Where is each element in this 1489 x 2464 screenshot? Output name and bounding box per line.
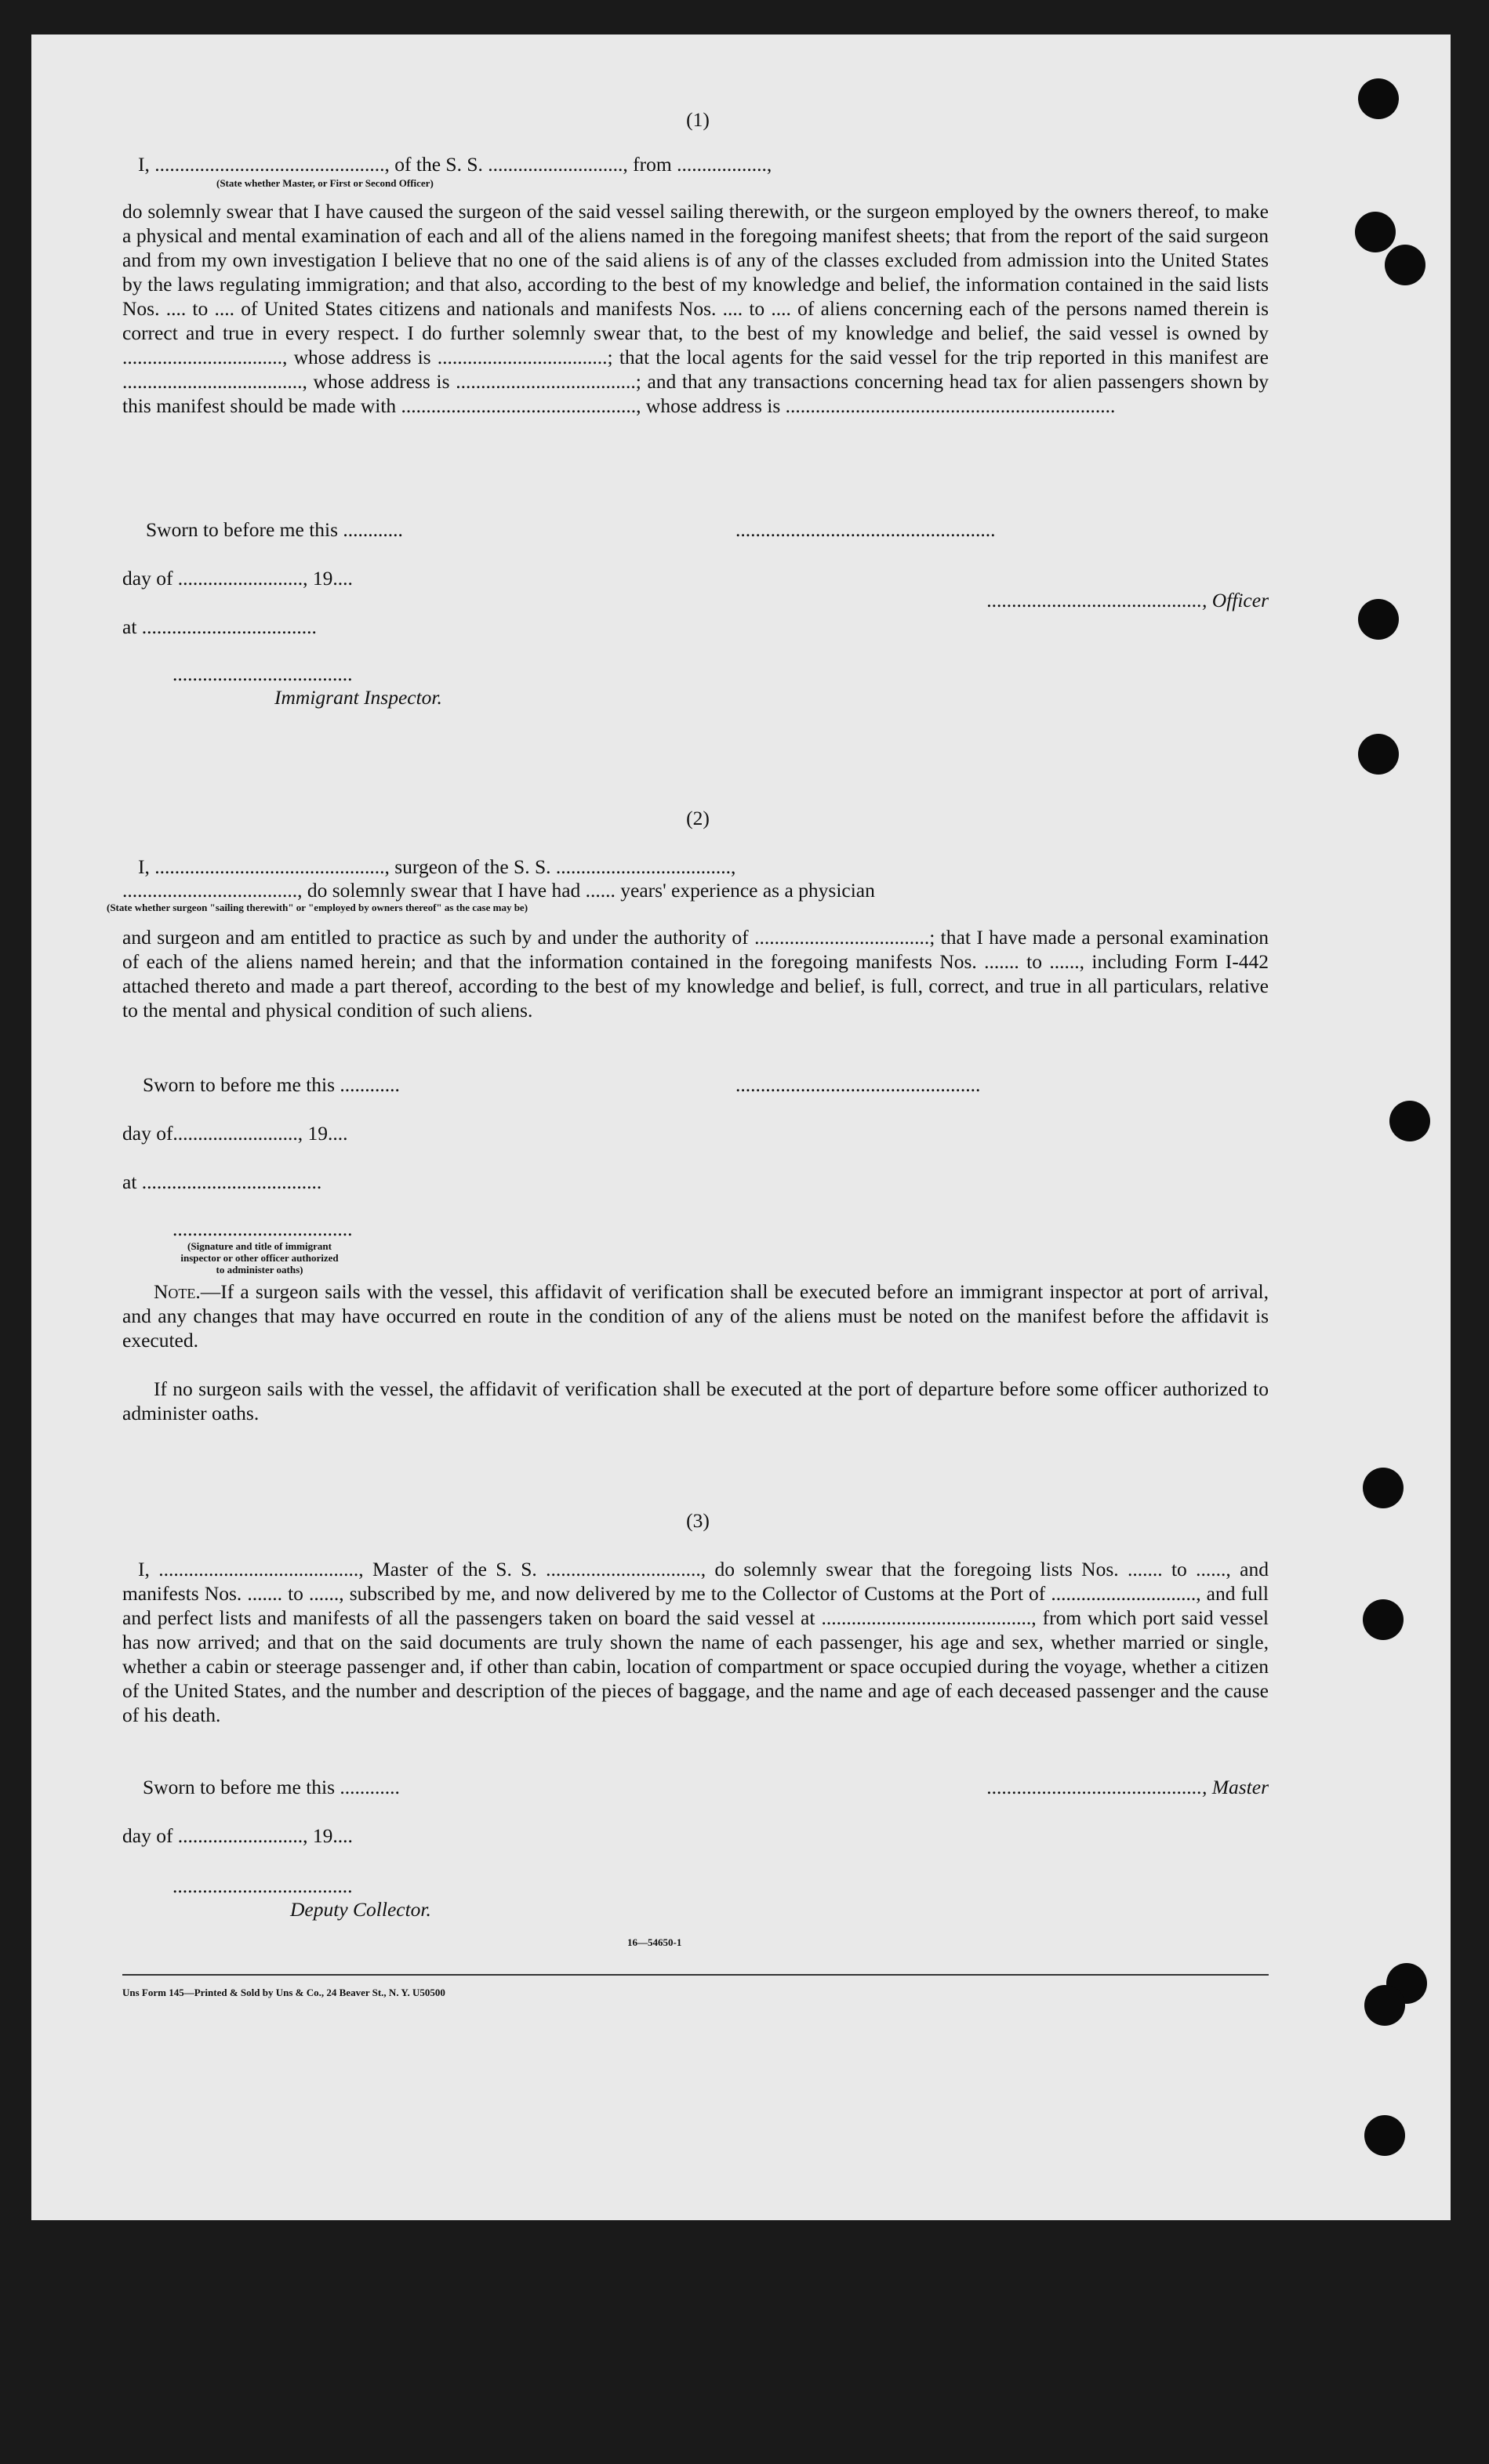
section-2-first-line: I, .............................................., surgeon of the S. S. ..................................., (138, 855, 736, 878)
section-2-note-2 (122, 1377, 1269, 1425)
section-1-sworn: Sworn to before me this ............ (146, 518, 403, 541)
section-3-body: I, ........................................, Master of the S. S. ..............................., do solemnly swear that the foregoing lists Nos. ....... to ......, and manifests Nos. ....... to ......, subscribed by me, and now delivered by me to the Collector of Customs at the Port of ............................., and full and perfect lists and manifests of all the passengers taken on board the said vessel at .........................................., from which port said vessel has now arrived; and that on the said documents are truly shown the name of each passenger, his age and sex, whether married or single, whether a cabin or steerage passenger and, if other than cabin, location of compartment or space occupied during the voyage, whether a citizen of the United States, and the number and description of the pieces of baggage, and the name and age of each deceased passenger and the cause of his death. (122, 1558, 1269, 1726)
section-1-number: (1) (686, 108, 710, 131)
form-number: 16—54650-1 (627, 1936, 682, 1948)
section-2-number: (2) (686, 807, 710, 829)
section-3-collector-title: Deputy Collector. (290, 1898, 431, 1921)
section-2-signature-line: ................................................. (735, 1073, 981, 1096)
section-3-collector-line: .................................... (173, 1874, 353, 1897)
punch-hole (1364, 1985, 1405, 2026)
printer-credit: Uns Form 145—Printed & Sold by Uns & Co., 24 Beaver St., N. Y. U50500 (122, 1987, 445, 1998)
section-3-master-line: ..........................................., Master (986, 1776, 1269, 1798)
section-2-signature-note: (Signature and title of immigrant inspector or other officer authorized to administer oaths) (180, 1240, 339, 1276)
note-text: —If a surgeon sails with the vessel, this affidavit of verification shall be executed before an immigrant inspector at port of arrival, and any changes that may have occurred en route in the condition of any of the aliens must be noted on the manifest before the affidavit is executed. (122, 1280, 1269, 1352)
punch-hole (1358, 78, 1399, 119)
section-2-surgeon-note: (State whether surgeon "sailing therewith" or "employed by owners thereof" as the case may be) (107, 902, 528, 913)
section-1-inspector-line: .................................... (173, 662, 353, 685)
section-1-at: at ................................... (122, 615, 317, 638)
punch-hole (1355, 212, 1396, 252)
section-1-signature-line: .................................................... (735, 518, 996, 541)
section-1-officer-note: (State whether Master, or First or Second Officer) (216, 177, 434, 189)
section-3-day: day of ........................., 19.... (122, 1824, 353, 1847)
section-1-first-line: I, .............................................., of the S. S. ..........................., from .................., (138, 153, 772, 176)
punch-hole (1364, 2115, 1405, 2156)
section-2-note (122, 1279, 1269, 1352)
punch-hole (1358, 599, 1399, 640)
punch-hole (1385, 245, 1425, 285)
section-2-second-line: ..................................., do solemnly swear that I have had ...... years' experience as a physician (122, 879, 875, 902)
section-2-day: day of........................., 19.... (122, 1122, 348, 1145)
section-2-at: at .................................... (122, 1170, 322, 1193)
punch-hole (1363, 1599, 1404, 1640)
section-1-day: day of ........................., 19.... (122, 567, 353, 590)
document-sheet (31, 34, 1451, 2220)
section-2-sworn: Sworn to before me this ............ (143, 1073, 400, 1096)
section-1-inspector-title: Immigrant Inspector. (274, 686, 442, 709)
punch-hole (1389, 1101, 1430, 1141)
section-3-number: (3) (686, 1509, 710, 1532)
footer-rule (122, 1974, 1269, 1976)
section-1-officer-line: ..........................................., Officer (986, 589, 1269, 611)
section-3-sworn: Sworn to before me this ............ (143, 1776, 400, 1798)
punch-hole (1358, 734, 1399, 775)
section-1-body: do solemnly swear that I have caused the surgeon of the said vessel sailing therewith, or the surgeon employed by the owners thereof, to make a physical and mental examination of each and all of the aliens named in the foregoing manifest sheets; that from the report of the said surgeon and from my own investigation I believe that no one of the said aliens is of any of the classes excluded from admission into the United States by the laws regulating immigration; and that also, according to the best of my knowledge and belief, the information contained in the said lists Nos. .... to .... of United States citizens and nationals and manifests Nos. .... to .... of aliens concerning each of the persons named therein is correct and true in every respect. I do further solemnly swear that, to the best of my knowledge and belief, the said vessel is owned by ................................, whose address is ..................................; that the local agents for the said vessel for the trip reported in this manifest are ...................................., whose address is ....................................; and that any transactions concerning head tax for alien passengers shown by this manifest should be made with ..............................................., whose address is .................................................................. (122, 200, 1269, 417)
note-text-2: If no surgeon sails with the vessel, the affidavit of verification shall be executed at the port of departure before some officer authorized to administer oaths. (122, 1377, 1269, 1424)
punch-hole (1363, 1468, 1404, 1508)
note-label: Note. (154, 1280, 201, 1303)
section-2-inspector-line: .................................... (173, 1217, 353, 1240)
section-2-body: and surgeon and am entitled to practice as such by and under the authority of ...................................; that I have made a personal examination of each of the aliens named herein; and that the information contained in the foregoing manifests Nos. ....... to ......, including Form I-442 attached thereto and made a part thereof, according to the best of my knowledge and belief, is full, correct, and true in all particulars, relative to the mental and physical condition of such aliens. (122, 926, 1269, 1022)
